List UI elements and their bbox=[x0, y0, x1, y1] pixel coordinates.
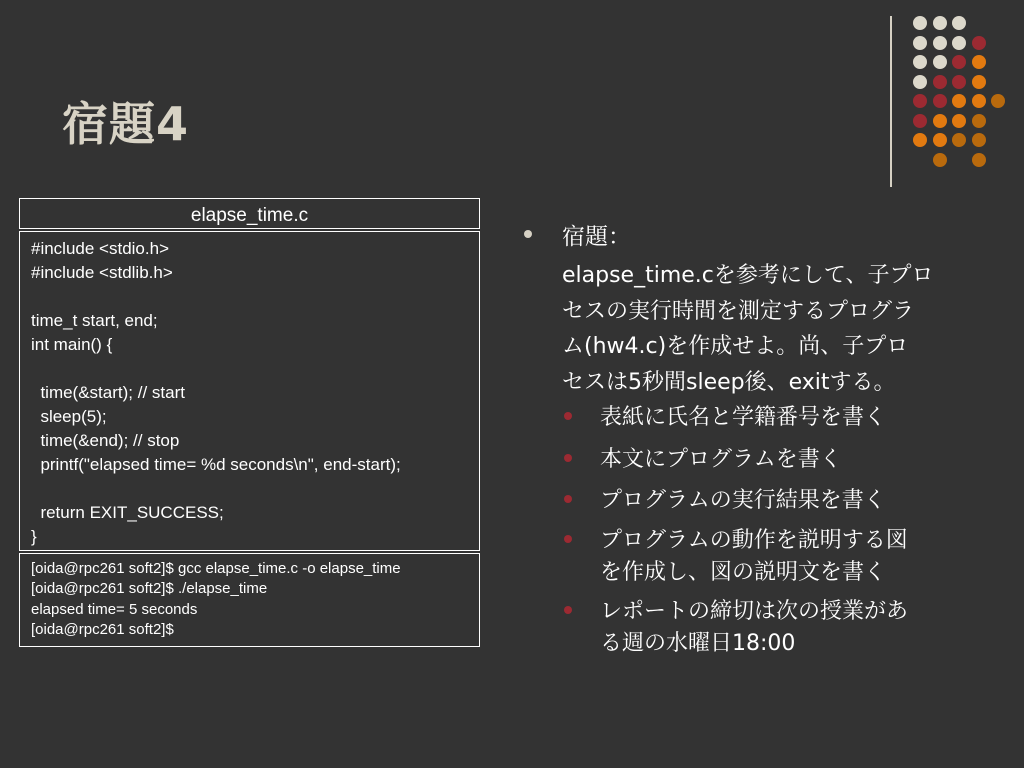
sub-bullet-text: を作成し、図の説明文を書く bbox=[600, 560, 887, 585]
decorative-dot bbox=[972, 153, 986, 167]
decorative-dot bbox=[913, 55, 927, 69]
decorative-dot bbox=[913, 36, 927, 50]
code-box bbox=[19, 231, 480, 551]
code-line: printf("elapsed time= %d seconds\n", end-start); bbox=[31, 455, 401, 474]
decorative-dot bbox=[913, 75, 927, 89]
decorative-dot bbox=[913, 94, 927, 108]
divider-line bbox=[890, 16, 892, 187]
decorative-dot bbox=[933, 55, 947, 69]
code-line: int main() { bbox=[31, 335, 113, 354]
description-line: セスの実行時間を測定するプログラ bbox=[562, 298, 915, 324]
decorative-dot bbox=[913, 16, 927, 30]
decorative-dot bbox=[933, 153, 947, 167]
decorative-dot bbox=[933, 16, 947, 30]
terminal-line: [oida@rpc261 soft2]$ ./elapse_time bbox=[31, 580, 268, 598]
decorative-dot bbox=[991, 94, 1005, 108]
decorative-dot bbox=[933, 36, 947, 50]
sub-bullet-text: 本文にプログラムを書く bbox=[600, 447, 842, 472]
decorative-dot bbox=[972, 114, 986, 128]
code-line: #include <stdio.h> bbox=[31, 239, 169, 258]
bullet-heading: 宿題： bbox=[562, 224, 631, 250]
decorative-dot bbox=[952, 133, 966, 147]
sub-bullet-text: レポートの締切は次の授業があ bbox=[600, 599, 909, 624]
terminal-output-box bbox=[19, 553, 480, 647]
decorative-dot bbox=[952, 36, 966, 50]
decorative-dot bbox=[952, 114, 966, 128]
sub-bullet-text: 表紙に氏名と学籍番号を書く bbox=[600, 405, 887, 430]
decorative-dot bbox=[972, 36, 986, 50]
decorative-dot bbox=[933, 94, 947, 108]
terminal-line: [oida@rpc261 soft2]$ gcc elapse_time.c -o elapse_time bbox=[31, 560, 401, 577]
bullet-icon bbox=[524, 230, 532, 238]
sub-bullet-icon bbox=[564, 535, 572, 543]
decorative-dot bbox=[972, 75, 986, 89]
sub-bullet-icon bbox=[564, 454, 572, 462]
code-line: time_t start, end; bbox=[31, 311, 158, 330]
decorative-dot bbox=[952, 94, 966, 108]
code-line: time(&start); // start bbox=[31, 383, 185, 402]
decorative-dot bbox=[972, 133, 986, 147]
filename-box bbox=[19, 198, 480, 229]
sub-bullet-text: る週の水曜日18:00 bbox=[600, 631, 796, 656]
decorative-dot bbox=[972, 55, 986, 69]
decorative-dot bbox=[913, 133, 927, 147]
decorative-dot bbox=[972, 94, 986, 108]
decorative-dot bbox=[933, 75, 947, 89]
decorative-dot bbox=[933, 133, 947, 147]
sub-bullet-icon bbox=[564, 495, 572, 503]
sub-bullet-icon bbox=[564, 606, 572, 614]
decorative-dot bbox=[952, 55, 966, 69]
decorative-dot bbox=[952, 75, 966, 89]
code-line: time(&end); // stop bbox=[31, 431, 180, 450]
description-line: ム(hw4.c)を作成せよ。尚、子プロ bbox=[562, 334, 909, 359]
code-line: } bbox=[31, 527, 37, 546]
code-line: return EXIT_SUCCESS; bbox=[31, 503, 224, 522]
code-line: #include <stdlib.h> bbox=[31, 263, 173, 282]
decorative-dot bbox=[933, 114, 947, 128]
sub-bullet-text: プログラムの動作を説明する図 bbox=[600, 528, 908, 553]
filename-label: elapse_time.c bbox=[190, 205, 309, 226]
decorative-dot bbox=[952, 16, 966, 30]
description-line: elapse_time.cを参考にして、子プロ bbox=[562, 263, 934, 288]
decorative-dot bbox=[913, 114, 927, 128]
sub-bullet-text: プログラムの実行結果を書く bbox=[600, 488, 886, 513]
slide-title: 宿題4 bbox=[62, 97, 190, 151]
description-line: セスは5秒間sleep後、exitする。 bbox=[562, 369, 896, 395]
code-line: sleep(5); bbox=[31, 407, 107, 426]
terminal-line: [oida@rpc261 soft2]$ bbox=[31, 620, 174, 638]
terminal-line: elapsed time= 5 seconds bbox=[31, 600, 198, 618]
sub-bullet-icon bbox=[564, 412, 572, 420]
